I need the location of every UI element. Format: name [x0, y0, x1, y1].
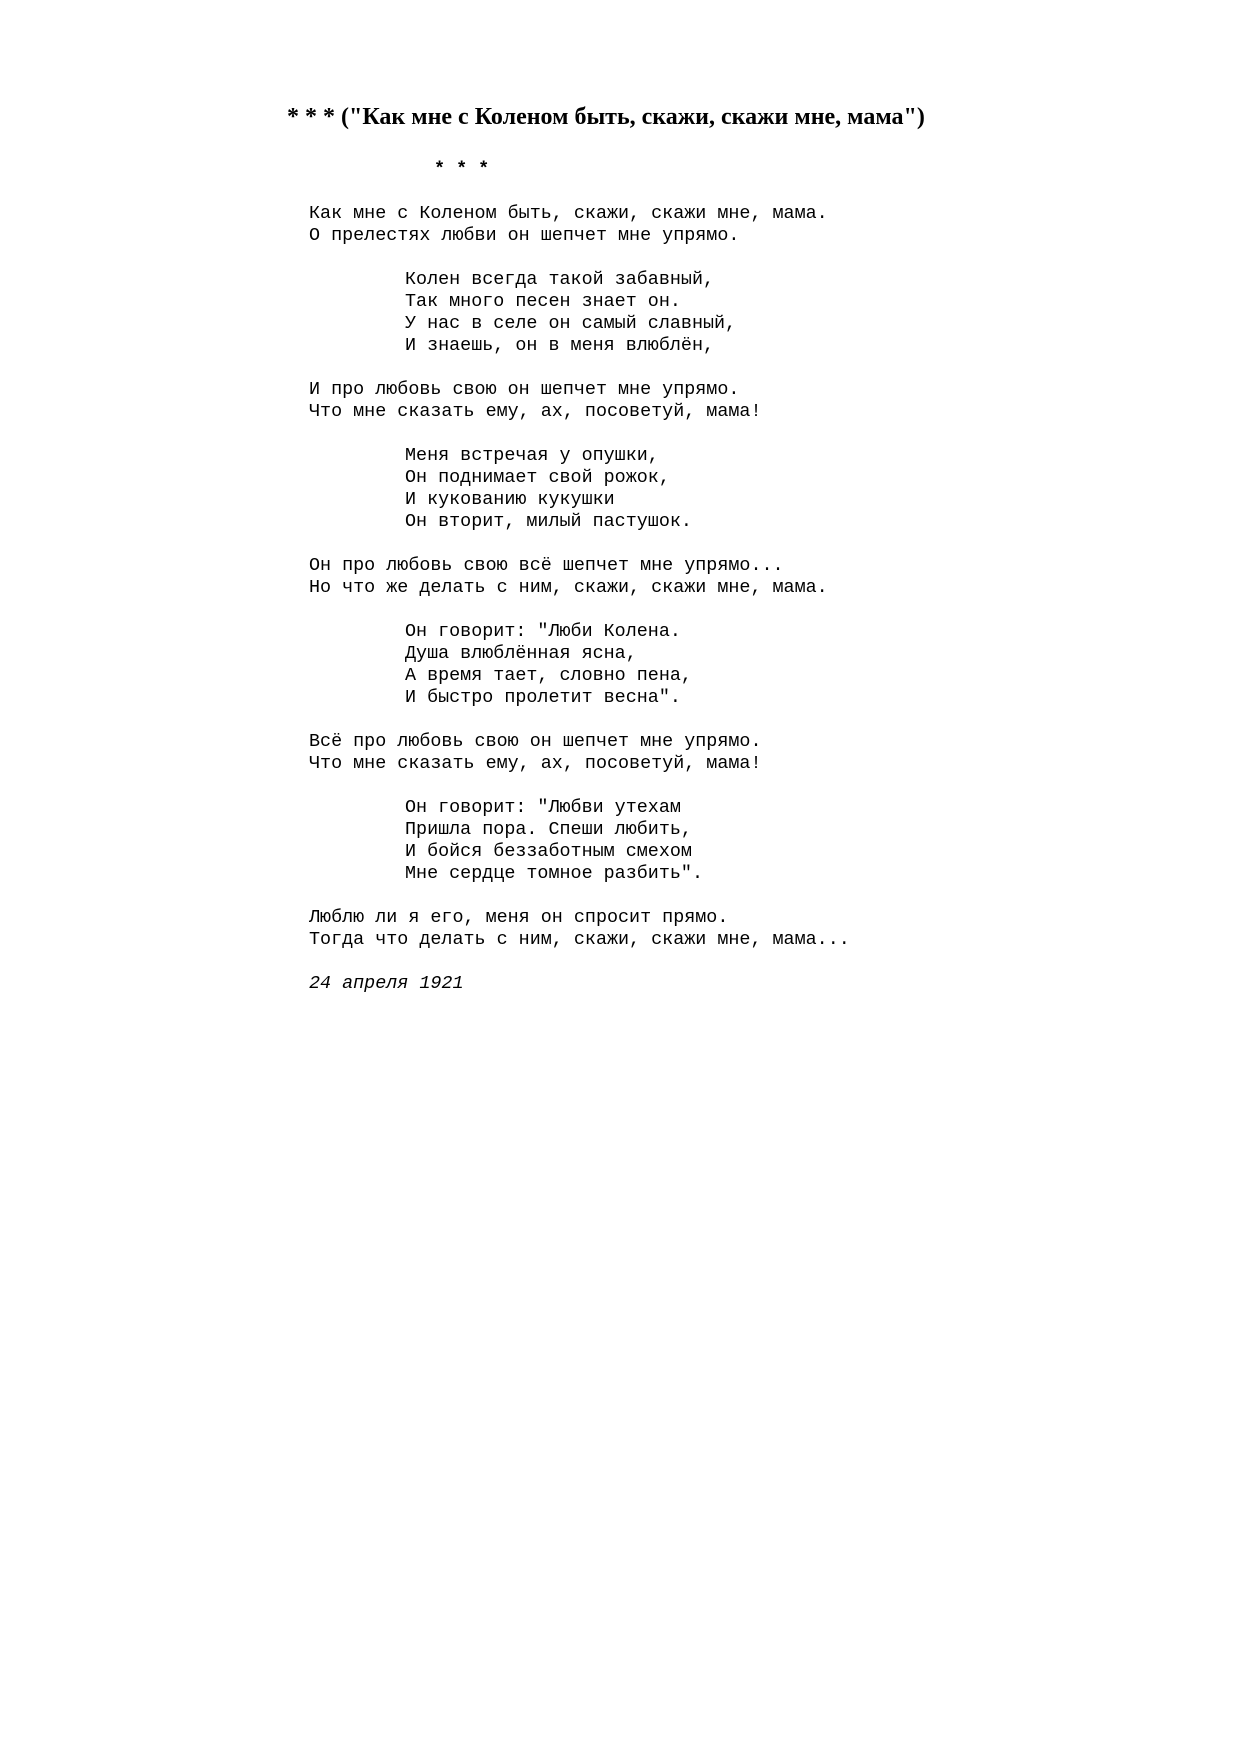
poem-line: Но что же делать с ним, скажи, скажи мне, мама.: [309, 577, 828, 598]
poem-line: Так много песен знает он.: [405, 291, 681, 312]
stanza: [309, 379, 850, 423]
poem-body: [309, 159, 850, 995]
stanza-indented: [405, 797, 850, 885]
poem-line: Он вторит, милый пастушок.: [405, 511, 692, 532]
poem-line: Мне сердце томное разбить".: [405, 863, 703, 884]
poem-line: И про любовь свою он шепчет мне упрямо.: [309, 379, 740, 400]
poem-line: Меня встречая у опушки,: [405, 445, 659, 466]
poem-line: Он про любовь свою всё шепчет мне упрямо...: [309, 555, 784, 576]
poem-line: Что мне сказать ему, ах, посоветуй, мама!: [309, 401, 762, 422]
poem-line: Всё про любовь свою он шепчет мне упрямо.: [309, 731, 762, 752]
stanza: [309, 555, 850, 599]
poem-line: И быстро пролетит весна".: [405, 687, 681, 708]
stanza-indented: [405, 269, 850, 357]
stanza: [309, 203, 850, 247]
section-stars: * * *: [434, 159, 490, 180]
poem-line: У нас в селе он самый славный,: [405, 313, 737, 334]
poem-line: Он говорит: "Люби Колена.: [405, 621, 681, 642]
poem-line: Душа влюблённая ясна,: [405, 643, 637, 664]
poem-line: Люблю ли я его, меня он спросит прямо.: [309, 907, 729, 928]
poem-line: Что мне сказать ему, ах, посоветуй, мама!: [309, 753, 762, 774]
stanza-indented: [405, 621, 850, 709]
poem-date: 24 апреля 1921: [309, 973, 464, 994]
poem-line: И кукованию кукушки: [405, 489, 615, 510]
poem-line: Колен всегда такой забавный,: [405, 269, 715, 290]
poem-line: Он говорит: "Любви утехам: [405, 797, 681, 818]
stanza-indented: [405, 445, 850, 533]
poem-line: Он поднимает свой рожок,: [405, 467, 670, 488]
poem-line: Пришла пора. Спеши любить,: [405, 819, 692, 840]
poem-line: О прелестях любви он шепчет мне упрямо.: [309, 225, 740, 246]
poem-title: * * * ("Как мне с Коленом быть, скажи, скажи мне, мама"): [287, 104, 925, 130]
poem-line: И знаешь, он в меня влюблён,: [405, 335, 715, 356]
poem-line: И бойся беззаботным смехом: [405, 841, 692, 862]
poem-line: Тогда что делать с ним, скажи, скажи мне, мама...: [309, 929, 850, 950]
stanza-list: [309, 203, 850, 951]
stanza: [309, 907, 850, 951]
stanza: [309, 731, 850, 775]
poem-line: Как мне с Коленом быть, скажи, скажи мне, мама.: [309, 203, 828, 224]
poem-line: А время тает, словно пена,: [405, 665, 692, 686]
